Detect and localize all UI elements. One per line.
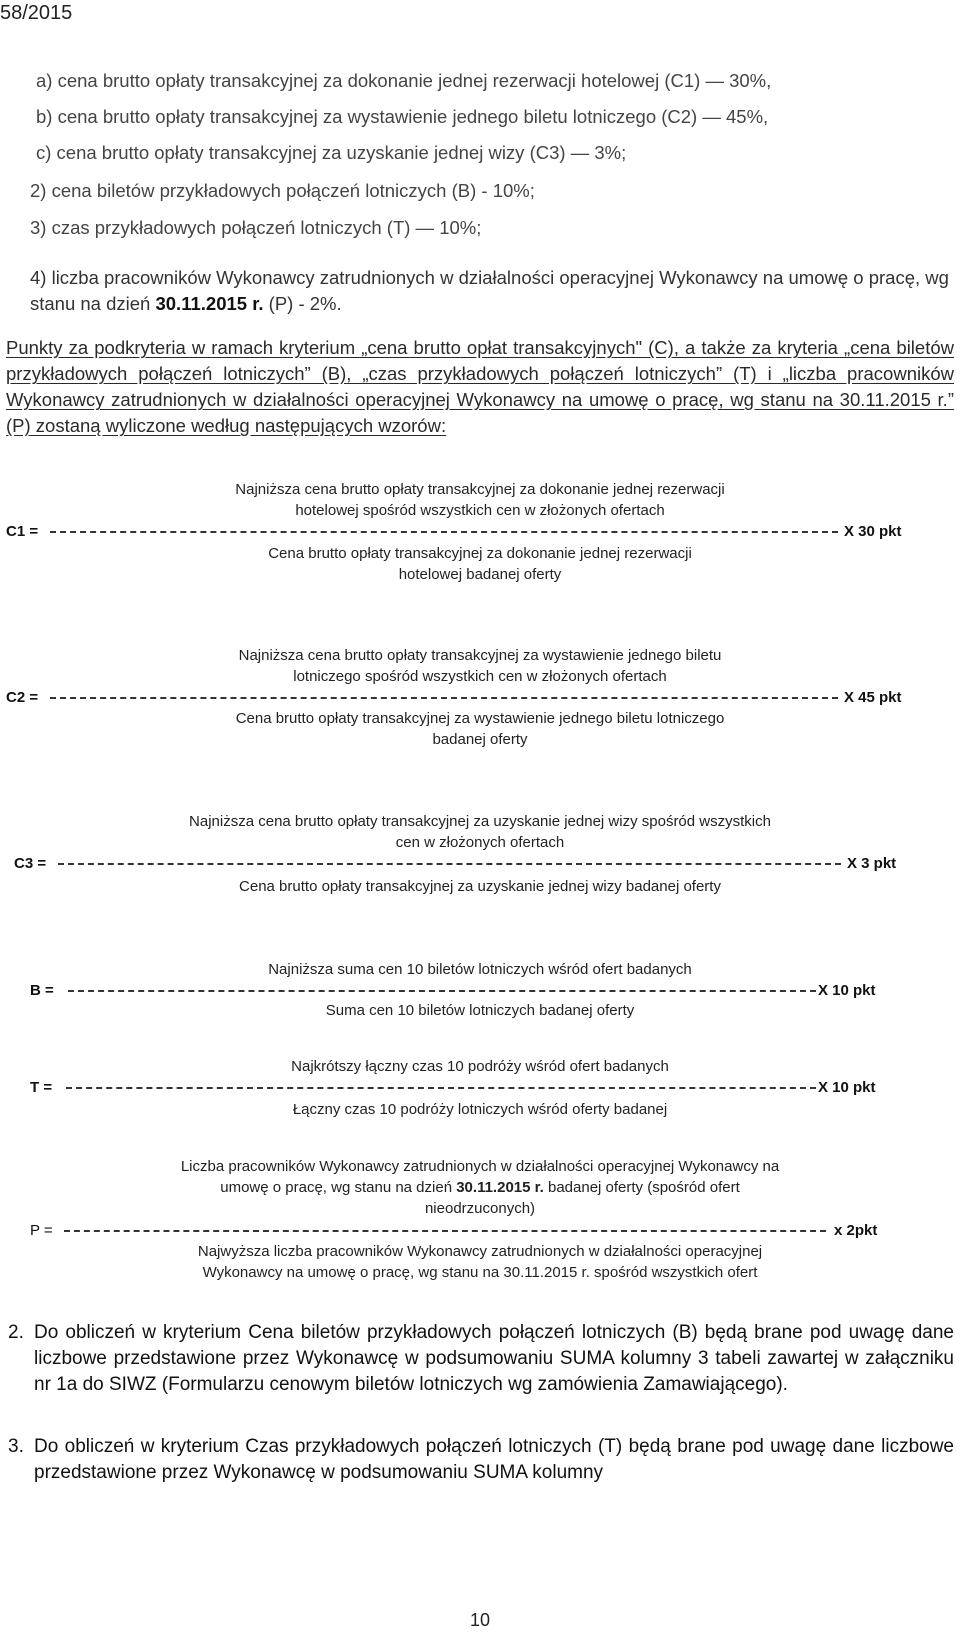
c3-numerator-line-2: cen w złożonych ofertach	[395, 834, 565, 851]
criterion-4-date: 30.11.2015 r.	[155, 293, 264, 314]
c3-fraction-bar	[58, 863, 841, 865]
c3-denominator	[100, 876, 860, 897]
criterion-c: c) cena brutto opłaty transakcyjnej za uzyskanie jednej wizy (C3) — 3%;	[36, 142, 627, 163]
b-weight: X 10 pkt	[818, 982, 876, 999]
b-fraction-bar	[68, 990, 816, 992]
c1-label: C1 =	[6, 523, 39, 540]
c1-numerator-line-1: Najniższa cena brutto opłaty transakcyjnej za dokonanie jednej rezerwacji	[235, 481, 725, 498]
c1-denominator	[120, 543, 840, 585]
c1-fraction-row	[0, 521, 960, 543]
p-fraction-row	[0, 1220, 960, 1242]
c2-numerator	[120, 645, 840, 687]
b-denominator	[100, 1000, 860, 1021]
c1-denominator-line-1: Cena brutto opłaty transakcyjnej za dokonanie jednej rezerwacji	[268, 545, 692, 562]
c2-fraction-bar	[50, 697, 838, 699]
p-numerator-line-1: Liczba pracowników Wykonawcy zatrudnionych w działalności operacyjnej Wykonawcy na	[180, 1158, 780, 1175]
c2-numerator-line-1: Najniższa cena brutto opłaty transakcyjnej za wystawienie jednego biletu	[238, 647, 722, 664]
p-numerator	[80, 1156, 880, 1219]
numbered-item-2-number: 2.	[8, 1322, 24, 1343]
t-fraction-bar	[66, 1087, 816, 1089]
t-denominator	[100, 1099, 860, 1120]
t-weight: X 10 pkt	[818, 1079, 876, 1096]
t-label: T =	[30, 1079, 53, 1096]
criterion-a: a) cena brutto opłaty transakcyjnej za dokonanie jednej rezerwacji hotelowej (C1) — 30%,	[36, 70, 772, 91]
c3-numerator-line-1: Najniższa cena brutto opłaty transakcyjnej za uzyskanie jednej wizy spośród wszystkich	[189, 813, 771, 830]
issue-number: 58/2015	[0, 2, 73, 24]
p-denominator-line-1: Najwyższa liczba pracowników Wykonawcy zatrudnionych w działalności operacyjnej	[197, 1243, 763, 1260]
p-numerator-date: 30.11.2015 r.	[456, 1179, 544, 1196]
b-numerator	[100, 959, 860, 980]
criterion-b: b) cena brutto opłaty transakcyjnej za wystawienie jednego biletu lotniczego (C2) — 45%,	[36, 106, 769, 127]
c3-denominator-line-1: Cena brutto opłaty transakcyjnej za uzyskanie jednej wizy badanej oferty	[239, 878, 721, 895]
p-denominator-line-2: Wykonawcy na umowę o pracę, wg stanu na 30.11.2015 r. spośród wszystkich ofert	[202, 1264, 758, 1281]
p-numerator-line-2-tail: badanej oferty (spośród ofert	[543, 1179, 740, 1196]
b-numerator-line-1: Najniższa suma cen 10 biletów lotniczych wśród ofert badanych	[268, 961, 692, 978]
p-weight: x 2pkt	[834, 1222, 878, 1239]
c1-denominator-line-2: hotelowej badanej oferty	[398, 566, 562, 583]
c2-fraction-row	[0, 687, 960, 709]
c2-numerator-line-2: lotniczego spośród wszystkich cen w złożonych ofertach	[293, 668, 667, 685]
criterion-4-text: 4) liczba pracowników Wykonawcy zatrudnionych w działalności operacyjnej Wykonawcy na umowę o pracę, wg stanu na dzień	[30, 267, 949, 314]
numbered-item-3	[8, 1434, 954, 1490]
c3-label: C3 =	[14, 855, 47, 872]
criterion-3: 3) czas przykładowych połączeń lotniczych (T) — 10%;	[30, 217, 482, 238]
b-label: B =	[30, 982, 54, 999]
page-number: 10	[469, 1610, 491, 1630]
c2-weight: X 45 pkt	[844, 689, 902, 706]
criterion-4-weight: (P) - 2%.	[263, 293, 342, 314]
b-denominator-line-1: Suma cen 10 biletów lotniczych badanej oferty	[325, 1002, 635, 1019]
c3-fraction-row	[0, 853, 960, 875]
p-fraction-bar	[64, 1230, 826, 1232]
c2-denominator-line-2: badanej oferty	[432, 731, 528, 748]
numbered-item-2	[8, 1320, 954, 1430]
c2-label: C2 =	[6, 689, 39, 706]
intro-paragraph: Punkty za podkryteria w ramach kryterium „cena brutto opłat transakcyjnych" (C), a także za kryteria „cena biletów przykładowych połączeń lotniczych” (B), „czas przykładowych połączeń lotniczych” (T) i „liczba pracowników Wykonawcy zatrudnionych w działalności operacyjnej Wykonawcy na umowę o pracę, wg stanu na 30.11.2015 r.” (P) zostaną wyliczone według następujących wzorów:	[6, 337, 954, 436]
c2-denominator-line-1: Cena brutto opłaty transakcyjnej za wystawienie jednego biletu lotniczego	[235, 710, 725, 727]
c1-fraction-bar	[50, 531, 838, 533]
t-numerator	[100, 1056, 860, 1077]
c1-numerator-line-2: hotelowej spośród wszystkich cen w złożonych ofertach	[295, 502, 665, 519]
c3-weight: X 3 pkt	[847, 855, 897, 872]
t-fraction-row	[0, 1077, 960, 1099]
t-denominator-line-1: Łączny czas 10 podróży lotniczych wśród oferty badanej	[292, 1101, 668, 1118]
p-numerator-line-2-text: umowę o pracę, wg stanu na dzień	[220, 1179, 457, 1196]
criterion-2: 2) cena biletów przykładowych połączeń lotniczych (B) - 10%;	[30, 180, 535, 201]
numbered-item-3-number: 3.	[8, 1436, 24, 1457]
c2-denominator	[120, 708, 840, 750]
numbered-item-3-text: Do obliczeń w kryterium Czas przykładowych połączeń lotniczych (T) będą brane pod uwagę dane liczbowe przedstawione przez Wykonawcę w podsumowaniu SUMA kolumny	[34, 1436, 954, 1483]
c1-weight: X 30 pkt	[844, 523, 902, 540]
p-numerator-line-3: nieodrzuconych)	[424, 1200, 536, 1217]
t-numerator-line-1: Najkrótszy łączny czas 10 podróży wśród ofert badanych	[291, 1058, 669, 1075]
b-fraction-row	[0, 980, 960, 1002]
numbered-item-2-text: Do obliczeń w kryterium Cena biletów przykładowych połączeń lotniczych (B) będą brane pod uwagę dane liczbowe przedstawione przez Wykonawcę w podsumowaniu SUMA kolumny 3 tabeli zawartej w załączniku nr 1a do SIWZ (Formularzu cenowym biletów lotniczych wg zamówienia Zamawiającego).	[34, 1322, 954, 1395]
c1-numerator	[120, 479, 840, 521]
c3-numerator	[100, 811, 860, 853]
p-label: P =	[30, 1222, 53, 1239]
p-denominator	[80, 1241, 880, 1283]
p-numerator-line-2	[80, 1177, 880, 1198]
criterion-4	[30, 265, 960, 317]
